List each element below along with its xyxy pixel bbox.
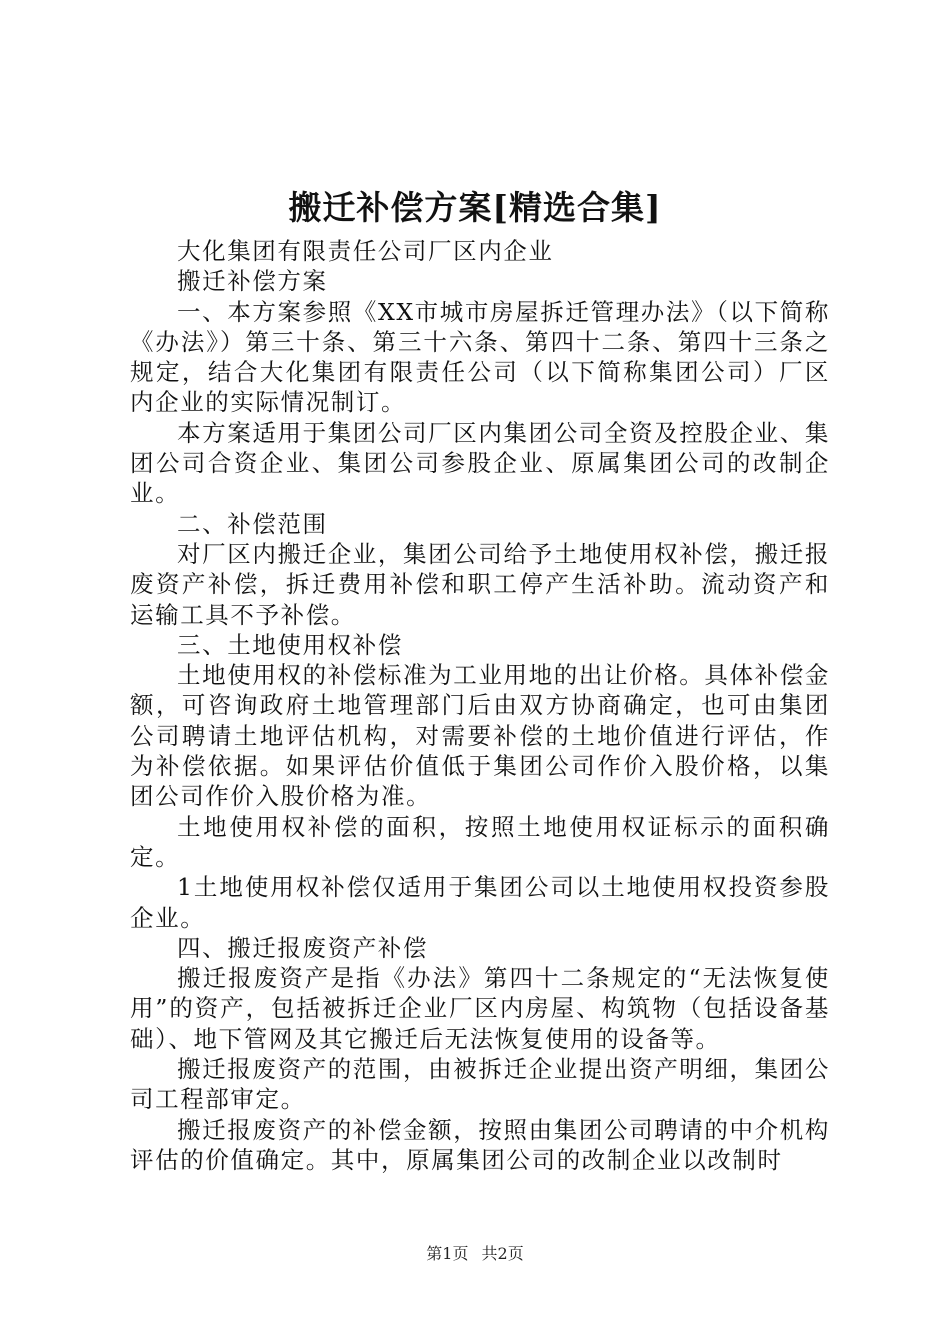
paragraph: 搬迁补偿方案 [177,267,328,296]
paragraph: 大化集团有限责任公司厂区内企业 [177,237,554,265]
page-total: 共2页 [481,1244,524,1263]
document-title: 搬迁补偿方案[精选合集] [288,188,662,227]
section-heading: 四、搬迁报废资产补偿 [177,933,428,962]
paragraph: 搬迁报废资产的补偿金额，按照由集团公司聘请的中介机构评估的价值确定。其中，原属集团公司的改制企业以改制时 [130,1115,830,1174]
paragraph: 1土地使用权补偿仅适用于集团公司以土地使用权投资参股企业。 [130,873,830,932]
paragraph: 对厂区内搬迁企业，集团公司给予土地使用权补偿，搬迁报废资产补偿，拆迁费用补偿和职工停产生活补助。流动资产和运输工具不予补偿。 [130,539,830,629]
page-number: 第1页 [426,1244,469,1263]
paragraph: 搬迁报废资产的范围，由被拆迁企业提出资产明细，集团公司工程部审定。 [130,1055,830,1114]
paragraph: 土地使用权补偿的面积，按照土地使用权证标示的面积确定。 [130,812,830,871]
paragraph: 搬迁报废资产是指《办法》第四十二条规定的“无法恢复使用”的资产，包括被拆迁企业厂区内房屋、构筑物（包括设备基础）、地下管网及其它搬迁后无法恢复使用的设备等。 [130,964,830,1053]
paragraph: 土地使用权的补偿标准为工业用地的出让价格。具体补偿金额，可咨询政府土地管理部门后由双方协商确定，也可由集团公司聘请土地评估机构，对需要补偿的土地价值进行评估，作为补偿依据。如果评估价值低于集团公司作价入股价格，以集团公司作价入股价格为准。 [130,661,830,811]
section-heading: 二、补偿范围 [177,509,328,538]
section-heading: 三、土地使用权补偿 [177,630,403,659]
document-body [130,236,830,1175]
page-footer [0,1244,950,1264]
paragraph: 本方案适用于集团公司厂区内集团公司全资及控股企业、集团公司合资企业、集团公司参股企业、原属集团公司的改制企业。 [130,418,830,508]
paragraph: 一、本方案参照《XX市城市房屋拆迁管理办法》（以下简称《办法》）第三十条、第三十六条、第四十二条、第四十三条之规定，结合大化集团有限责任公司（以下简称集团公司）厂区内企业的实际情况制订。 [130,297,830,417]
